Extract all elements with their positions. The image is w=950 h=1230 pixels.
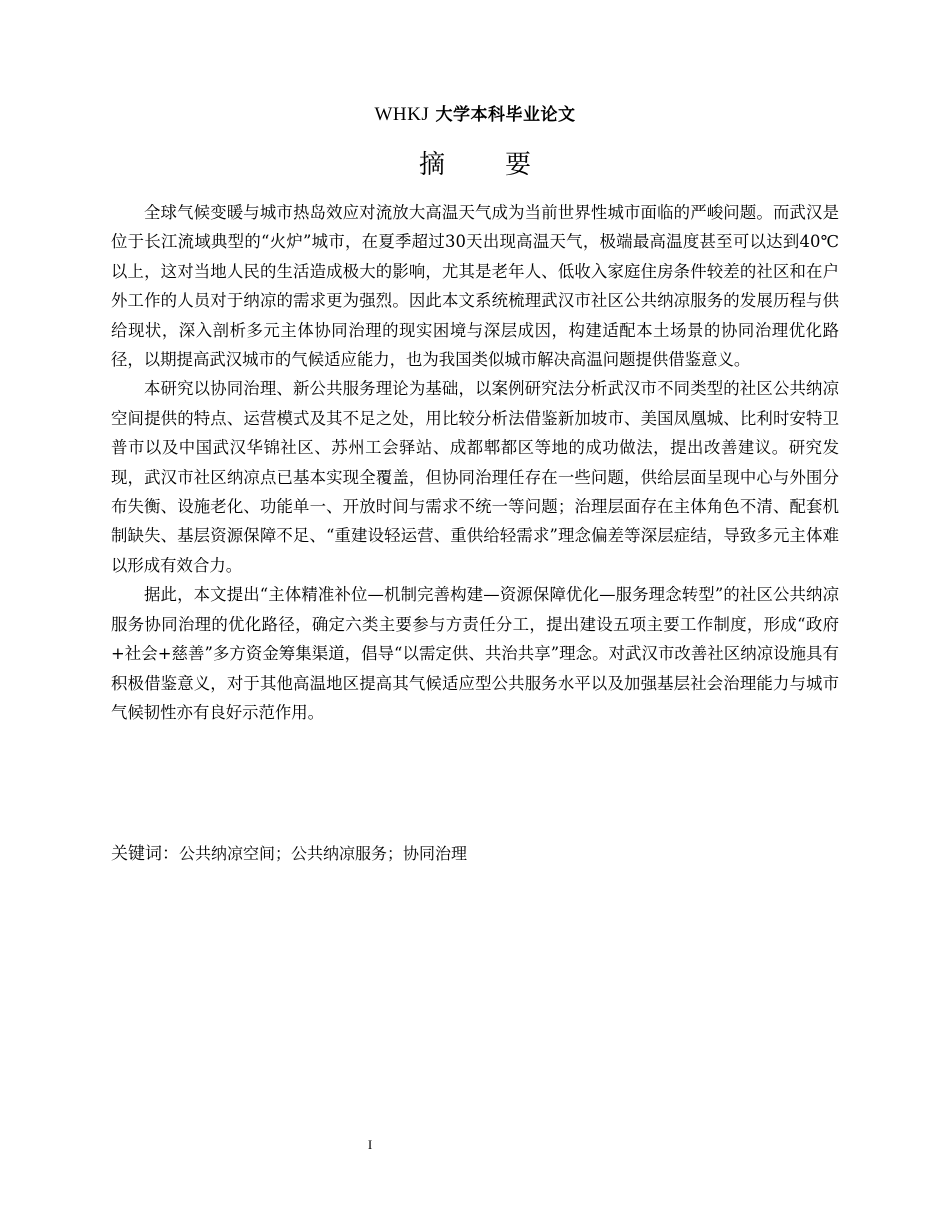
abstract-paragraph-3: 据此，本文提出“主体精准补位—机制完善构建—资源保障优化—服务理念转型”的社区公共纳凉服务协同治理的优化路径，确定六类主要参与方责任分工，提出建设五项主要工作制度，形成“政府+社会+慈善”多方资金筹集渠道，倡导“以需定供、共治共享”理念。对武汉市改善社区纳凉设施具有积极借鉴意义，对于其他高温地区提高其气候适应型公共服务水平以及加强基层社会治理能力与城市气候韧性亦有良好示范作用。: [111, 585, 839, 722]
keywords-label: 关键词：: [111, 844, 179, 864]
header-thesis-type: 大学本科毕业论文: [435, 105, 576, 125]
abstract-paragraph-1: 全球气候变暖与城市热岛效应对流放大高温天气成为当前世界性城市面临的严峻问题。而武汉是位于长江流域典型的“火炉”城市，在夏季超过30天出现高温天气，极端最高温度甚至可以达到40℃以上，这对当地人民的生活造成极大的影响，尤其是老年人、低收入家庭住房条件较差的社区和在户外工作的人员对于纳凉的需求更为强烈。因此本文系统梳理武汉市社区公共纳凉服务的发展历程与供给现状，深入剖析多元主体协同治理的现实困境与深层成因，构建适配本土场景的协同治理优化路径，以期提高武汉城市的气候适应能力，也为我国类似城市解决高温问题提供借鉴意义。: [111, 203, 839, 370]
thesis-header: [0, 102, 950, 128]
page-number: I: [367, 1137, 373, 1152]
header-institution: WHKJ: [374, 104, 430, 125]
abstract-body: [111, 198, 839, 727]
abstract-paragraph-2: 本研究以协同治理、新公共服务理论为基础，以案例研究法分析武汉市不同类型的社区公共纳凉空间提供的特点、运营模式及其不足之处，用比较分析法借鉴新加坡市、美国凤凰城、比利时安特卫普市以及中国武汉华锦社区、苏州工会驿站、成都郫都区等地的成功做法，提出改善建议。研究发现，武汉市社区纳凉点已基本实现全覆盖，但协同治理任存在一些问题，供给层面呈现中心与外围分布失衡、设施老化、功能单一、开放时间与需求不统一等问题；治理层面存在主体角色不清、配套机制缺失、基层资源保障不足、“重建设轻运营、重供给轻需求”理念偏差等深层症结，导致多元主体难以形成有效合力。: [111, 379, 839, 575]
abstract-title: 摘要: [418, 150, 591, 180]
keywords-line: [111, 840, 839, 868]
keywords-text: 公共纳凉空间；公共纳凉服务；协同治理: [179, 844, 468, 863]
